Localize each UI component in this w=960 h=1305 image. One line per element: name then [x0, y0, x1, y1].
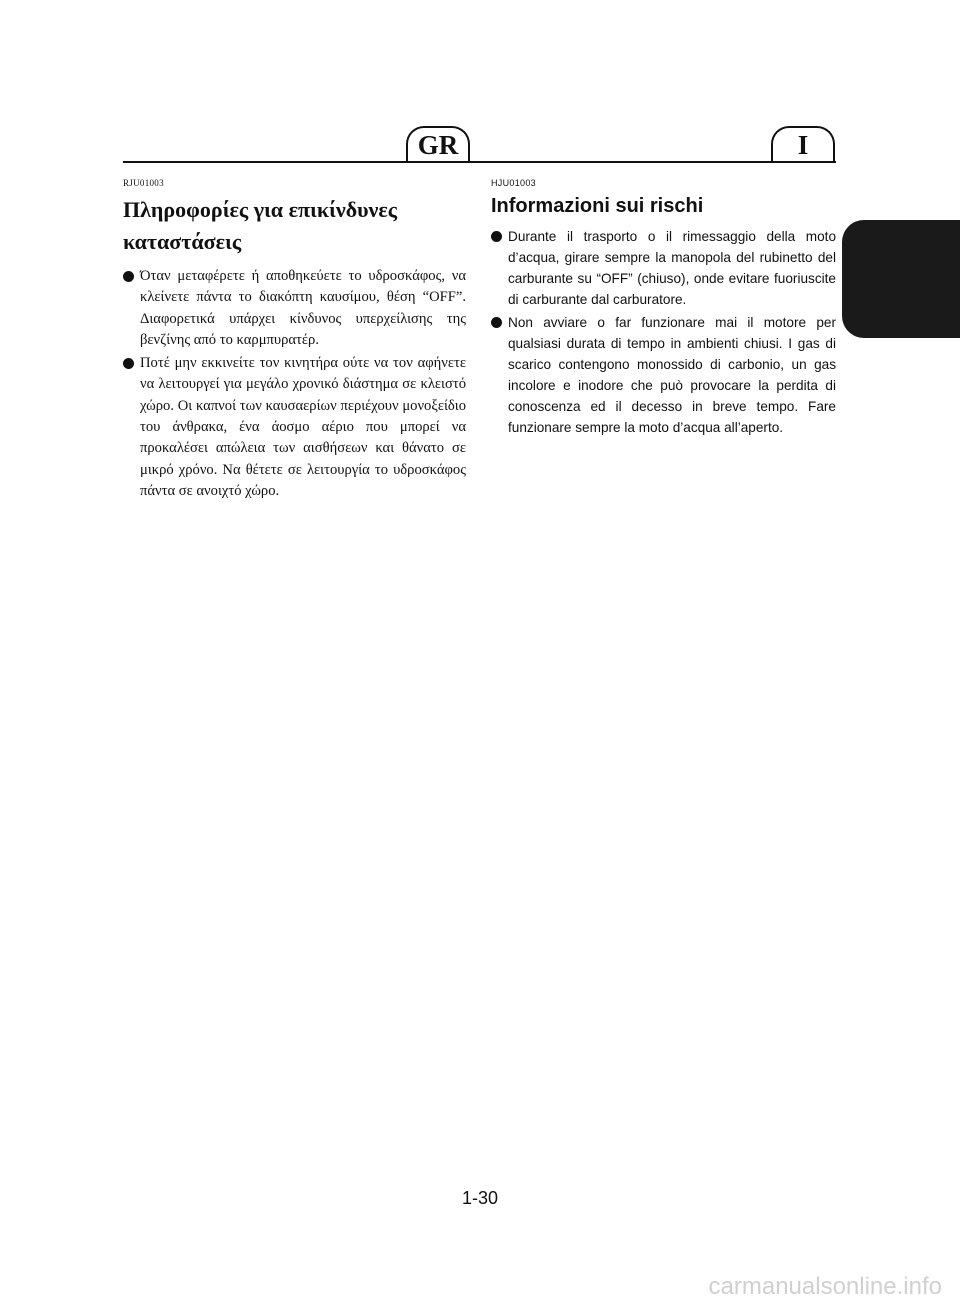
- bullet-list: [123, 266, 466, 502]
- greek-column: [123, 178, 466, 504]
- list-item: [491, 312, 836, 438]
- section-code: HJU01003: [491, 178, 536, 188]
- bullet-icon: [123, 271, 134, 282]
- list-item: [491, 226, 836, 310]
- chapter-thumb-tab: [842, 220, 960, 338]
- bullet-icon: [491, 231, 502, 242]
- language-tab-greek: GR: [406, 126, 470, 162]
- bullet-text: Ποτέ μην εκκινείτε τον κινητήρα ούτε να τον αφήνετε να λειτουργεί για μεγάλο χρονικό διάστημα σε κλειστό χώρο. Οι καπνοί των καυσαερίων περιέχουν μονοξείδιο του άνθρακα, ένα άοσμο αέριο που μπορεί να προκαλέσει απώλεια των αισθήσεων και θάνατο σε μικρό χρόνο. Να θέτετε σε λειτουργία το υδροσκάφος πάντα σε ανοιχτό χώρο.: [140, 355, 466, 499]
- watermark: carmanualsonline.info: [708, 1273, 942, 1300]
- section-heading: Informazioni sui rischi: [491, 195, 704, 217]
- bullet-text: Non avviare o far funzionare mai il motore per qualsiasi durata di tempo in ambienti chiusi. I gas di scarico contengono monossido di carbonio, un gas incolore e inodore che può provocare la perdita di conoscenza ed il decesso in breve tempo. Fare funzionare sempre la moto d’acqua all’aperto.: [508, 315, 836, 435]
- section-code: RJU01003: [123, 178, 164, 188]
- header-divider: [123, 161, 836, 163]
- language-tab-italian: I: [771, 126, 835, 162]
- bullet-icon: [491, 317, 502, 328]
- bullet-list: [491, 226, 836, 438]
- list-item: [123, 353, 466, 502]
- bullet-text: Durante il trasporto o il rimessaggio della moto d’acqua, girare sempre la manopola del rubinetto del carburante su “OFF” (chiuso), onde evitare fuoriuscite di carburante dal carburatore.: [508, 229, 836, 307]
- bullet-text: Όταν μεταφέρετε ή αποθηκεύετε το υδροσκάφος, να κλείνετε πάντα το διακόπτη καυσίμου, θέση “OFF”. Διαφορετικά υπάρχει κίνδυνος υπερχείλισης της βενζίνης από το καρμπυρατέρ.: [140, 268, 466, 348]
- page-header: [0, 0, 960, 170]
- list-item: [123, 266, 466, 351]
- bullet-icon: [123, 358, 134, 369]
- italian-column: [491, 178, 836, 440]
- section-heading: Πληροφορίες για επικίνδυνες καταστάσεις: [123, 197, 398, 254]
- page-number: 1-30: [461, 1188, 499, 1208]
